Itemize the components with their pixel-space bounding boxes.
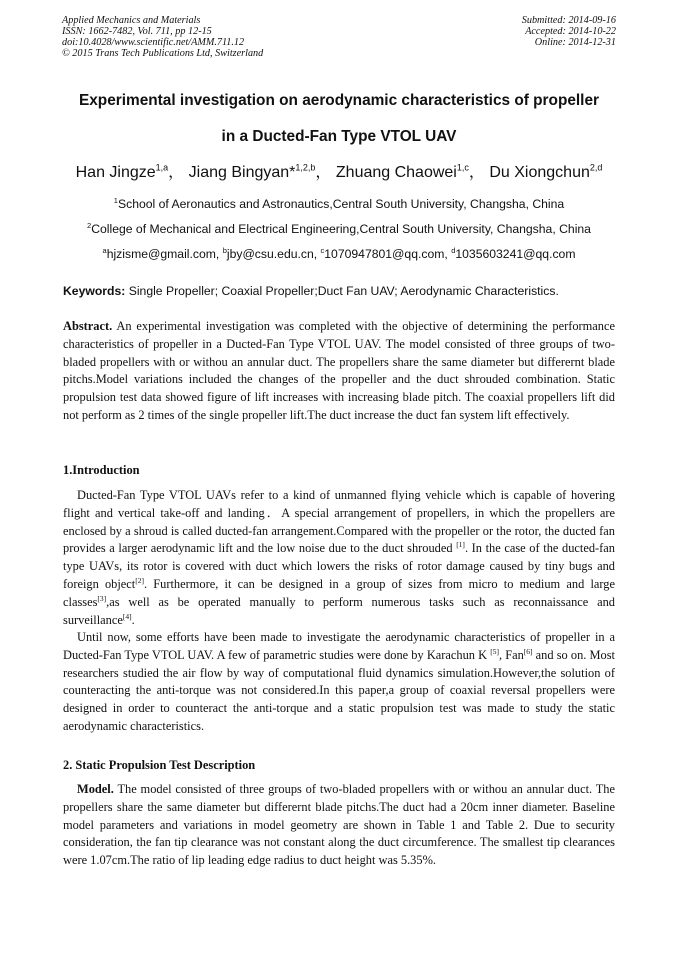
citation[interactable]: [3] — [97, 593, 107, 603]
intro-paragraph-2: Until now, some efforts have been made to investigate the aerodynamic characteristics of propeller in a Ducted-Fan Type VTOL UAV. A few of parametric studies were done by Karachun K [5], Fan[6] and so on. Most researchers studied the air flow by way of computational fluid dynamics simulation.However,the solution of counteracting the anti-torque was not considered.In this paper,a group of coaxial reversal propellers were designed in order to counteract the anti-torque and a static propulsion test was made to study the static aerodynamic characteristics. — [63, 630, 615, 733]
keywords — [63, 284, 615, 298]
accepted-date: Accepted: 2014-10-22 — [525, 26, 616, 37]
author: Jiang Bingyan*$^{1,2,b}$， — [188, 162, 332, 181]
intro-paragraph-1: Ducted-Fan Type VTOL UAVs refer to a kind of unmanned flying vehicle which is capable of hovering flight and vertical take-off and landing．A special arrangement of propellers, in which the propellers are enclosed by a shroud is called ducted-fan arrangement.Compared with the propeller or the rotor, the ducted fan provides a larger aerodynamic lift and the low noise due to the duct shrouded [1]. In the case of the ducted-fan type UAVs, its rotor is covered with duct which lowers the risks of rotor damage caused by tiny bugs and foreign object[2]. Furthermore, it can be designed in a group of sizes from micro to medium and large classes[3],as well as be operated manually to perform numerous tasks such as reconnaissance and surveillance[4]. — [63, 488, 615, 627]
author-list — [0, 159, 678, 182]
citation[interactable]: [1] — [456, 540, 465, 550]
paper-title-line-1: Experimental investigation on aerodynamic characteristics of propeller — [78, 92, 600, 109]
journal-name: Applied Mechanics and Materials — [62, 15, 201, 26]
doi-line: doi:10.4028/www.scientific.net/AMM.711.12 — [62, 37, 245, 48]
issn-line: ISSN: 1662-7482, Vol. 711, pp 12-15 — [62, 26, 212, 37]
section-heading-introduction: 1.Introduction — [63, 463, 140, 477]
section2-paragraph-1: Model. The model consisted of three groups of two-bladed propellers with or withou an annular duct. The propellers share the same diameter but differernt blade pitchs.The duct had a 20cm inner diameter. Baseline model parameters and variations in model geometry are shown in Table 1 and Table 2. Due to security consideration, the fan tip clearance was not constant along the duct circumference. The smallest tip clearances were 1.07cm.The ratio of lip leading edge radius to duct height was 5.35%. — [63, 782, 615, 868]
author-emails: $^a$hjzisme@gmail.com, $^b$jby@csu.edu.cn, $^c$1070947801@qq.com, $^d$1035603241@qq.com — [102, 246, 576, 262]
email-link[interactable]: jby@csu.edu.cn, — [226, 247, 321, 262]
email-link[interactable]: 1070947801@qq.com, — [324, 247, 452, 262]
abstract-text: An experimental investigation was completed with the objective of determining the performance characteristics of propeller in a Ducted-Fan Type VTOL UAV. The model consisted of three groups of two-bladed propellers with or withou an annular duct. The propellers share the same diameter but differernt blade pitchs.Model variations included the changes of the propeller and the duct shrouded combination. Static propulsion test data showed figure of lift increases with increasing blade pitch. The coaxial propellers lift did not perform as 2 times of the single propeller lift.The duct increase the duct fan system lift effectively. — [63, 319, 615, 422]
submitted-date: Submitted: 2014-09-16 — [521, 15, 616, 26]
online-date: Online: 2014-12-31 — [534, 37, 616, 48]
publication-dates — [522, 15, 616, 48]
email-link[interactable]: hjzisme@gmail.com, — [106, 247, 223, 262]
abstract-label: Abstract. — [63, 319, 113, 333]
paper-title-line-2: in a Ducted-Fan Type VTOL UAV — [221, 128, 457, 145]
affiliation-2: $^2$College of Mechanical and Electrical Engineering,Central South University, Changsha, China — [87, 221, 591, 237]
citation[interactable]: [6] — [523, 646, 533, 656]
author: Du Xiongchun$^{2,d}$ — [489, 162, 603, 181]
model-label: Model. — [77, 782, 114, 796]
abstract — [63, 318, 615, 425]
email-link[interactable]: 1035603241@qq.com — [455, 247, 576, 262]
affiliation-1: $^1$School of Aeronautics and Astronautics,Central South University, Changsha, China — [113, 196, 565, 212]
journal-info — [62, 15, 263, 59]
section-heading-static-propulsion: 2. Static Propulsion Test Description — [63, 758, 256, 772]
author: Zhuang Chaowei$^{1,c}$， — [335, 162, 485, 181]
copyright-line: © 2015 Trans Tech Publications Ltd, Switzerland — [62, 48, 264, 59]
citation[interactable]: [5] — [490, 646, 499, 656]
author: Han Jingze$^{1,a}$， — [75, 162, 185, 181]
keywords-label: Keywords: — [63, 284, 126, 298]
citation[interactable]: [4] — [122, 611, 132, 621]
keywords-text: Single Propeller; Coaxial Propeller;Duct Fan UAV; Aerodynamic Characteristics. — [125, 284, 559, 298]
citation[interactable]: [2] — [135, 575, 144, 585]
